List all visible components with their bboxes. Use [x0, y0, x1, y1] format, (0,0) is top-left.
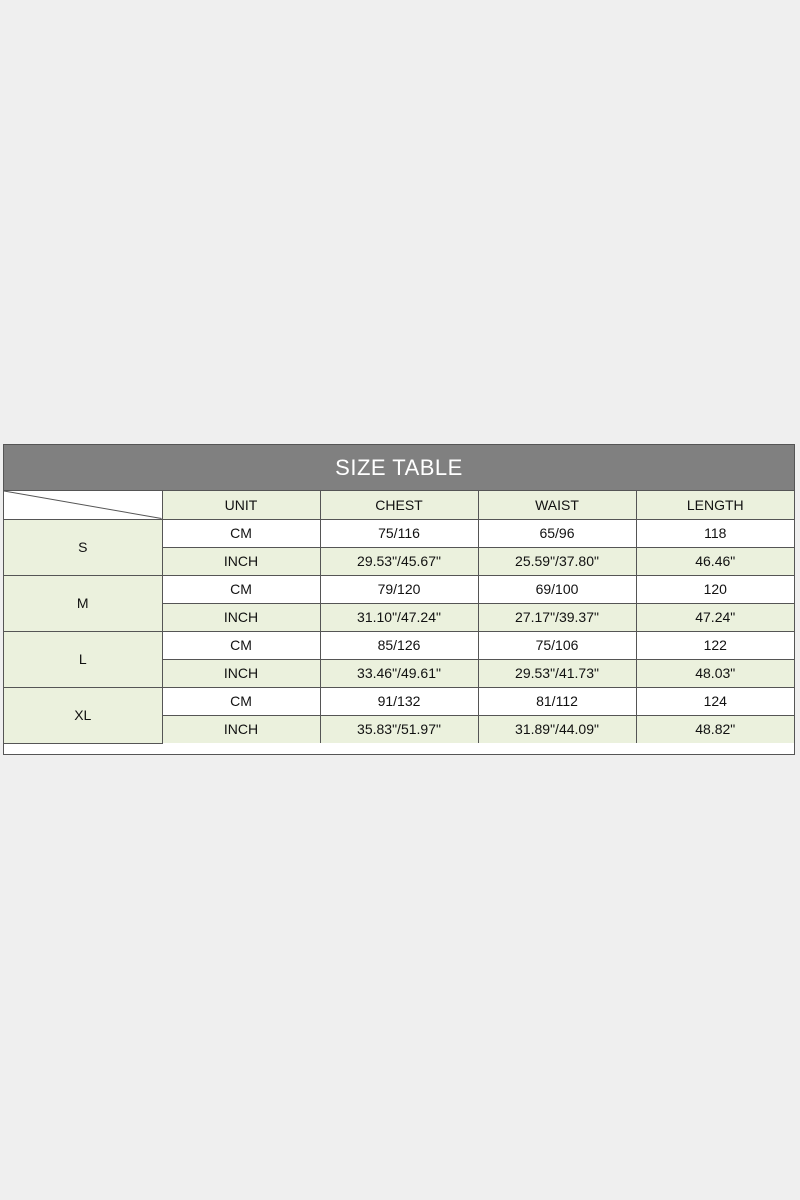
size-label: S: [4, 519, 162, 575]
header-chest: CHEST: [320, 491, 478, 519]
unit-cell: CM: [162, 519, 320, 547]
waist-cell: 81/112: [478, 687, 636, 715]
waist-cell: 75/106: [478, 631, 636, 659]
waist-cell: 25.59"/37.80": [478, 547, 636, 575]
waist-cell: 31.89"/44.09": [478, 715, 636, 743]
table-row: [4, 519, 794, 547]
length-cell: 120: [636, 575, 794, 603]
unit-cell: INCH: [162, 603, 320, 631]
waist-cell: 69/100: [478, 575, 636, 603]
table-row: [4, 575, 794, 603]
corner-diagonal-cell: [4, 491, 162, 519]
chest-cell: 33.46"/49.61": [320, 659, 478, 687]
waist-cell: 29.53"/41.73": [478, 659, 636, 687]
size-table: [3, 444, 795, 755]
chest-cell: 35.83"/51.97": [320, 715, 478, 743]
chest-cell: 85/126: [320, 631, 478, 659]
length-cell: 46.46": [636, 547, 794, 575]
table-row: [4, 687, 794, 715]
length-cell: 47.24": [636, 603, 794, 631]
diagonal-line: [4, 491, 162, 519]
header-row: [4, 491, 794, 519]
unit-cell: CM: [162, 631, 320, 659]
unit-cell: INCH: [162, 715, 320, 743]
unit-cell: INCH: [162, 547, 320, 575]
unit-cell: INCH: [162, 659, 320, 687]
size-label: L: [4, 631, 162, 687]
header-unit: UNIT: [162, 491, 320, 519]
header-length: LENGTH: [636, 491, 794, 519]
chest-cell: 79/120: [320, 575, 478, 603]
length-cell: 124: [636, 687, 794, 715]
waist-cell: 65/96: [478, 519, 636, 547]
length-cell: 122: [636, 631, 794, 659]
length-cell: 118: [636, 519, 794, 547]
length-cell: 48.82": [636, 715, 794, 743]
chest-cell: 75/116: [320, 519, 478, 547]
table-row: [4, 631, 794, 659]
size-label: XL: [4, 687, 162, 743]
unit-cell: CM: [162, 687, 320, 715]
size-grid: [4, 491, 794, 744]
length-cell: 48.03": [636, 659, 794, 687]
waist-cell: 27.17"/39.37": [478, 603, 636, 631]
chest-cell: 29.53"/45.67": [320, 547, 478, 575]
unit-cell: CM: [162, 575, 320, 603]
table-title: SIZE TABLE: [4, 445, 794, 491]
header-waist: WAIST: [478, 491, 636, 519]
size-label: M: [4, 575, 162, 631]
chest-cell: 31.10"/47.24": [320, 603, 478, 631]
chest-cell: 91/132: [320, 687, 478, 715]
